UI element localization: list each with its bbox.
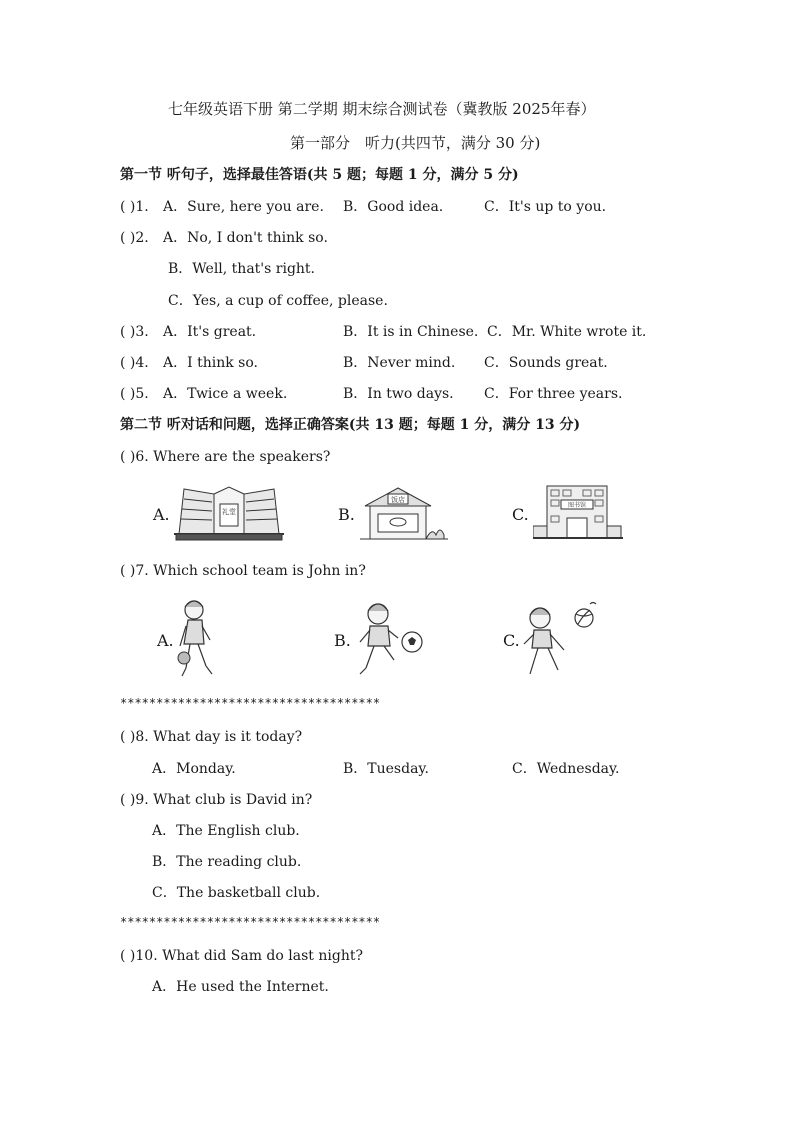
q7-label-a: A. [157, 631, 174, 650]
q4-number: ( )4. [120, 355, 149, 371]
q8-option-a: A．Monday. [152, 761, 236, 777]
q5-option-c: C．For three years. [484, 386, 623, 402]
q4-option-a: A．I think so. [163, 355, 258, 371]
basketball-player-illustration [172, 596, 222, 684]
football-player-illustration [354, 598, 426, 680]
q1-option-a: A．Sure, here you are. [163, 199, 324, 215]
q5-option-b: B．In two days. [343, 386, 454, 402]
q6-label-b: B. [338, 505, 355, 524]
q6-label-c: C. [512, 505, 529, 524]
separator-stars: ************************************ [120, 696, 381, 710]
q9-option-c: C．The basketball club. [152, 885, 321, 901]
exam-title: 七年级英语下册 第二学期 期末综合测试卷（冀教版 2025年春） [168, 100, 596, 118]
q1-number: ( )1. [120, 199, 149, 215]
q6-question: ( )6. Where are the speakers? [120, 449, 331, 465]
q7-label-b: B. [334, 631, 351, 650]
section-1-heading: 第一节 听句子，选择最佳答语(共 5 题；每题 1 分，满分 5 分) [120, 167, 519, 183]
q2-option-b: B．Well, that's right. [168, 261, 315, 277]
library-sign: 图书馆 [567, 502, 587, 509]
q2-number: ( )2. [120, 230, 149, 246]
q3-number: ( )3. [120, 324, 149, 340]
q6-label-a: A. [153, 505, 170, 524]
q7-label-c: C. [503, 631, 520, 650]
auditorium-illustration [174, 484, 284, 544]
restaurant-sign: 饭店 [391, 496, 405, 504]
q9-option-b: B．The reading club. [152, 854, 302, 870]
q1-option-c: C．It's up to you. [484, 199, 607, 215]
q4-option-b: B．Never mind. [343, 355, 456, 371]
q3-option-c: C．Mr. White wrote it. [487, 324, 647, 340]
separator-stars: ************************************ [120, 915, 381, 929]
q10-question: ( )10. What did Sam do last night? [120, 948, 363, 964]
restaurant-illustration [360, 484, 448, 544]
q9-option-a: A．The English club. [152, 823, 300, 839]
q8-option-c: C．Wednesday. [512, 761, 620, 777]
q8-question: ( )8. What day is it today? [120, 729, 303, 745]
q2-option-c: C．Yes, a cup of coffee, please. [168, 293, 388, 309]
q2-option-a: A．No, I don't think so. [163, 230, 328, 246]
library-illustration [533, 482, 623, 544]
q7-question: ( )7. Which school team is John in? [120, 563, 366, 579]
auditorium-sign-top: 礼堂 [222, 508, 236, 516]
q4-option-c: C．Sounds great. [484, 355, 608, 371]
q9-question: ( )9. What club is David in? [120, 792, 313, 808]
q3-option-a: A．It's great. [163, 324, 257, 340]
q5-option-a: A．Twice a week. [163, 386, 288, 402]
q5-number: ( )5. [120, 386, 149, 402]
part-title: 第一部分 听力(共四节，满分 30 分) [290, 134, 541, 152]
q3-option-b: B．It is in Chinese. [343, 324, 479, 340]
q8-option-b: B．Tuesday. [343, 761, 429, 777]
section-2-heading: 第二节 听对话和问题，选择正确答案(共 13 题；每题 1 分，满分 13 分) [120, 417, 581, 433]
q10-option-a: A．He used the Internet. [152, 979, 329, 995]
volleyball-player-illustration [520, 600, 602, 680]
q1-option-b: B．Good idea. [343, 199, 444, 215]
